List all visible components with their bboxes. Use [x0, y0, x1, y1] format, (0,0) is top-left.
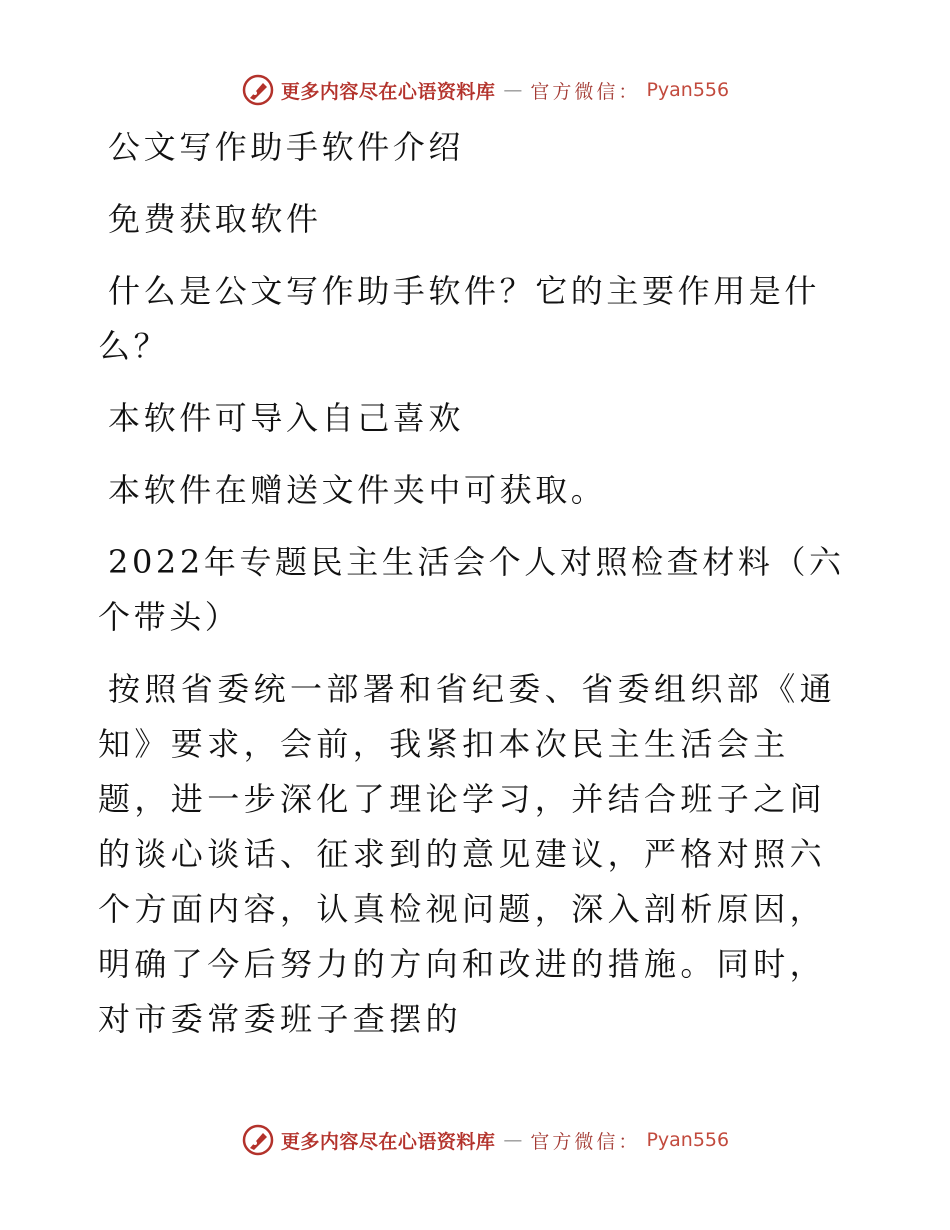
footer-banner: [0, 1120, 950, 1160]
paragraph-title: 公文写作助手软件介绍: [108, 128, 465, 166]
paragraph-import: 本软件可导入自己喜欢: [108, 399, 465, 437]
header-dash: —: [503, 79, 523, 101]
footer-dash: —: [503, 1129, 523, 1151]
paragraph-question: 什么是公文写作助手软件？它的主要作用是什么？: [98, 272, 821, 365]
paragraph-section-title: 2022年专题民主生活会个人对照检查材料（六个带头）: [98, 543, 845, 636]
document-body: [98, 120, 858, 1064]
paragraph-body: 按照省委统一部署和省纪委、省委组织部《通知》要求，会前，我紧扣本次民主生活会主题，进一步深化了理论学习，并结合班子之间的谈心谈话、征求到的意见建议，严格对照六个方面内容，认真检视问题，深入剖析原因，明确了今后努力的方向和改进的措施。同时，对市委常委班子查摆的: [98, 670, 837, 1038]
paragraph-gift-folder: 本软件在赠送文件夹中可获取。: [108, 471, 607, 509]
header-banner-inner: [241, 73, 729, 107]
header-banner: [0, 70, 950, 110]
header-official-text: 官方微信：: [530, 80, 641, 103]
footer-wechat-id: Pyan556: [646, 1129, 730, 1151]
header-brand-text: 更多内容尽在心语资料库: [280, 80, 496, 103]
pen-nib-logo-icon: [241, 73, 275, 107]
footer-official-text: 官方微信：: [530, 1130, 641, 1153]
pen-nib-logo-icon: [241, 1123, 275, 1157]
header-wechat-id: Pyan556: [646, 79, 730, 101]
paragraph-free-download: 免费获取软件: [108, 200, 322, 238]
footer-brand-text: 更多内容尽在心语资料库: [280, 1130, 496, 1153]
footer-banner-inner: [241, 1123, 729, 1157]
